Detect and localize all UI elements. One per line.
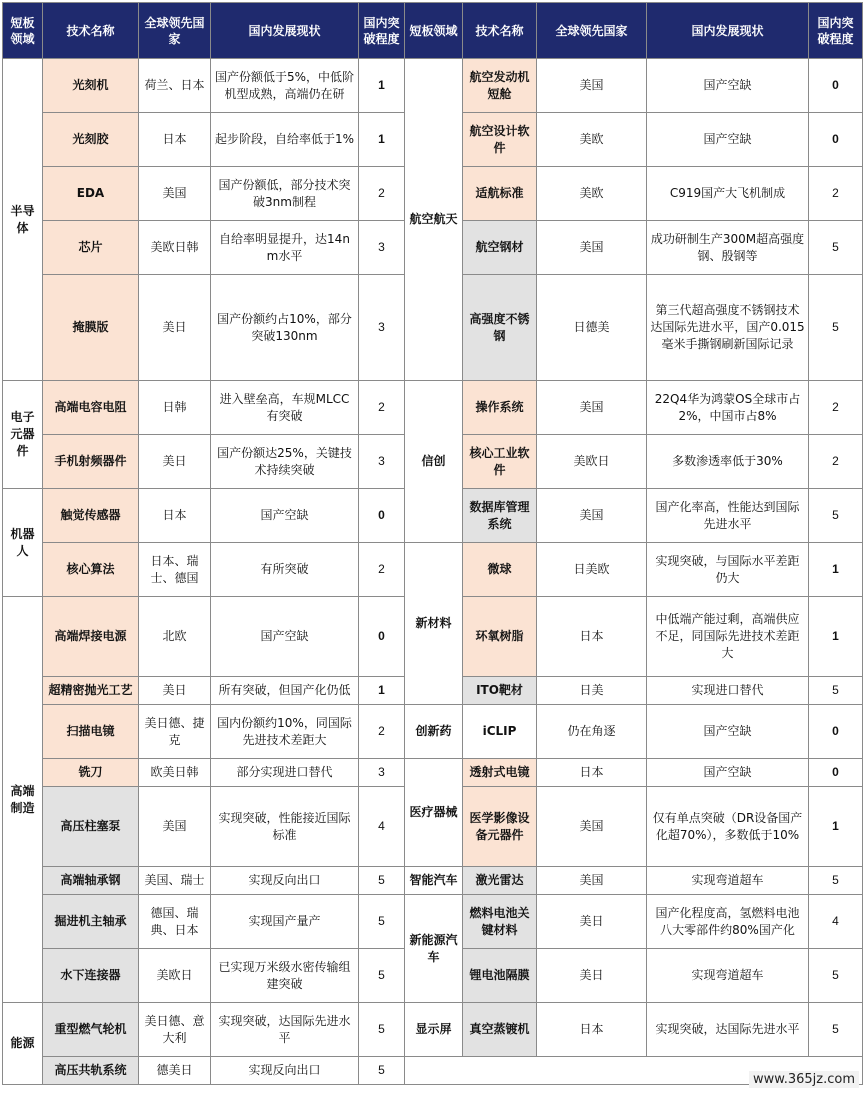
status-cell: 实现反向出口 xyxy=(211,867,359,895)
header-leader-left: 全球领先国家 xyxy=(139,3,211,59)
degree-cell: 4 xyxy=(809,895,863,949)
tech-cell: ITO靶材 xyxy=(463,677,537,705)
status-cell: 起步阶段，自给率低于1% xyxy=(211,113,359,167)
table-row xyxy=(3,705,863,759)
leader-cell: 美欧日 xyxy=(537,435,647,489)
degree-cell: 5 xyxy=(359,895,405,949)
area-cell: 新能源汽车 xyxy=(405,895,463,1003)
tech-cell: 高压柱塞泵 xyxy=(43,787,139,867)
status-cell: 自给率明显提升，达14nm水平 xyxy=(211,221,359,275)
status-cell: 第三代超高强度不锈钢技术达国际先进水平，国产0.015毫米手撕钢刷新国际记录 xyxy=(647,275,809,381)
watermark: www.365jz.com xyxy=(749,1071,859,1088)
tech-cell: 重型燃气轮机 xyxy=(43,1003,139,1057)
tech-cell: 操作系统 xyxy=(463,381,537,435)
leader-cell: 美国 xyxy=(537,221,647,275)
degree-cell: 2 xyxy=(809,435,863,489)
leader-cell: 美日 xyxy=(139,677,211,705)
degree-cell: 2 xyxy=(359,705,405,759)
degree-cell: 5 xyxy=(809,489,863,543)
status-cell: 实现突破，达国际先进水平 xyxy=(211,1003,359,1057)
header-row xyxy=(3,3,863,59)
tech-cell: 水下连接器 xyxy=(43,949,139,1003)
status-cell: 多数渗透率低于30% xyxy=(647,435,809,489)
tech-cell: 芯片 xyxy=(43,221,139,275)
status-cell: 中低端产能过剩，高端供应不足，同国际先进技术差距大 xyxy=(647,597,809,677)
tech-cell: 手机射频器件 xyxy=(43,435,139,489)
tech-cell: iCLIP xyxy=(463,705,537,759)
status-cell: 实现国产量产 xyxy=(211,895,359,949)
degree-cell: 3 xyxy=(359,275,405,381)
status-cell: 实现弯道超车 xyxy=(647,949,809,1003)
tech-cell: 核心算法 xyxy=(43,543,139,597)
leader-cell: 美欧 xyxy=(537,113,647,167)
degree-cell: 5 xyxy=(809,1003,863,1057)
table-row xyxy=(3,381,863,435)
leader-cell: 德国、瑞典、日本 xyxy=(139,895,211,949)
area-cell: 半导体 xyxy=(3,59,43,381)
status-cell: 实现弯道超车 xyxy=(647,867,809,895)
leader-cell: 德美日 xyxy=(139,1057,211,1085)
degree-cell: 0 xyxy=(809,705,863,759)
status-cell: 国产空缺 xyxy=(211,597,359,677)
status-cell: 国产份额约占10%，部分突破130nm xyxy=(211,275,359,381)
degree-cell: 0 xyxy=(809,59,863,113)
tech-cell: EDA xyxy=(43,167,139,221)
status-cell: 国产空缺 xyxy=(647,113,809,167)
leader-cell: 荷兰、日本 xyxy=(139,59,211,113)
status-cell: 仅有单点突破（DR设备国产化超70%），多数低于10% xyxy=(647,787,809,867)
leader-cell: 美日 xyxy=(537,949,647,1003)
tech-cell: 高强度不锈钢 xyxy=(463,275,537,381)
leader-cell: 美日 xyxy=(139,275,211,381)
tech-cell: 掘进机主轴承 xyxy=(43,895,139,949)
leader-cell: 美欧日 xyxy=(139,949,211,1003)
tech-cell: 环氧树脂 xyxy=(463,597,537,677)
degree-cell: 0 xyxy=(359,597,405,677)
table-row xyxy=(3,759,863,787)
header-area-right: 短板领域 xyxy=(405,3,463,59)
degree-cell: 5 xyxy=(809,949,863,1003)
leader-cell: 日韩 xyxy=(139,381,211,435)
degree-cell: 1 xyxy=(359,677,405,705)
status-cell: C919国产大飞机制成 xyxy=(647,167,809,221)
degree-cell: 5 xyxy=(809,677,863,705)
tech-cell: 航空钢材 xyxy=(463,221,537,275)
leader-cell: 日本 xyxy=(537,759,647,787)
header-status-right: 国内发展现状 xyxy=(647,3,809,59)
tech-cell: 航空设计软件 xyxy=(463,113,537,167)
tech-cell: 数据库管理系统 xyxy=(463,489,537,543)
leader-cell: 美国 xyxy=(537,867,647,895)
leader-cell: 欧美日韩 xyxy=(139,759,211,787)
tech-cell: 医学影像设备元器件 xyxy=(463,787,537,867)
leader-cell: 美国、瑞士 xyxy=(139,867,211,895)
degree-cell: 2 xyxy=(359,381,405,435)
degree-cell: 4 xyxy=(359,787,405,867)
area-cell: 机器人 xyxy=(3,489,43,597)
header-leader-right: 全球领先国家 xyxy=(537,3,647,59)
tech-cell: 掩膜版 xyxy=(43,275,139,381)
tech-cell: 光刻胶 xyxy=(43,113,139,167)
status-cell: 有所突破 xyxy=(211,543,359,597)
tech-cell: 高端轴承钢 xyxy=(43,867,139,895)
leader-cell: 日本 xyxy=(139,113,211,167)
degree-cell: 2 xyxy=(809,167,863,221)
table-row xyxy=(3,59,863,113)
status-cell: 国产空缺 xyxy=(647,59,809,113)
area-cell: 创新药 xyxy=(405,705,463,759)
tech-shortfall-table xyxy=(2,2,863,1085)
status-cell: 国产份额达25%，关键技术持续突破 xyxy=(211,435,359,489)
table-row xyxy=(3,895,863,949)
status-cell: 国产空缺 xyxy=(647,759,809,787)
table-row xyxy=(3,1003,863,1057)
header-degree-left: 国内突破程度 xyxy=(359,3,405,59)
degree-cell: 1 xyxy=(359,113,405,167)
table-row xyxy=(3,1057,863,1085)
degree-cell: 2 xyxy=(359,543,405,597)
status-cell: 所有突破，但国产化仍低 xyxy=(211,677,359,705)
leader-cell: 日本 xyxy=(139,489,211,543)
area-cell: 新材料 xyxy=(405,543,463,705)
status-cell: 国产化程度高，氢燃料电池八大零部件约80%国产化 xyxy=(647,895,809,949)
header-status-left: 国内发展现状 xyxy=(211,3,359,59)
degree-cell: 0 xyxy=(359,489,405,543)
degree-cell: 5 xyxy=(359,1003,405,1057)
leader-cell: 美国 xyxy=(139,787,211,867)
area-cell: 电子元器件 xyxy=(3,381,43,489)
status-cell: 实现反向出口 xyxy=(211,1057,359,1085)
leader-cell: 日美欧 xyxy=(537,543,647,597)
degree-cell: 1 xyxy=(809,597,863,677)
tech-cell: 高端电容电阻 xyxy=(43,381,139,435)
degree-cell: 1 xyxy=(809,787,863,867)
degree-cell: 5 xyxy=(359,949,405,1003)
status-cell: 进入壁垒高，车规MLCC有突破 xyxy=(211,381,359,435)
leader-cell: 美国 xyxy=(139,167,211,221)
tech-cell: 微球 xyxy=(463,543,537,597)
tech-cell: 激光雷达 xyxy=(463,867,537,895)
leader-cell: 北欧 xyxy=(139,597,211,677)
tech-cell: 燃料电池关键材料 xyxy=(463,895,537,949)
tech-cell: 核心工业软件 xyxy=(463,435,537,489)
status-cell: 实现突破，达国际先进水平 xyxy=(647,1003,809,1057)
leader-cell: 美欧日韩 xyxy=(139,221,211,275)
status-cell: 实现突破，与国际水平差距仍大 xyxy=(647,543,809,597)
degree-cell: 2 xyxy=(359,167,405,221)
degree-cell: 5 xyxy=(359,1057,405,1085)
degree-cell: 1 xyxy=(809,543,863,597)
status-cell: 国产空缺 xyxy=(647,705,809,759)
leader-cell: 美日 xyxy=(537,895,647,949)
leader-cell: 日美 xyxy=(537,677,647,705)
leader-cell: 美国 xyxy=(537,59,647,113)
degree-cell: 5 xyxy=(359,867,405,895)
leader-cell: 仍在角逐 xyxy=(537,705,647,759)
header-area-left: 短板领域 xyxy=(3,3,43,59)
degree-cell: 5 xyxy=(809,867,863,895)
leader-cell: 日本 xyxy=(537,597,647,677)
area-cell: 能源 xyxy=(3,1003,43,1085)
status-cell: 已实现万米级水密传输组建突破 xyxy=(211,949,359,1003)
degree-cell: 0 xyxy=(809,113,863,167)
area-cell: 智能汽车 xyxy=(405,867,463,895)
status-cell: 国产份额低于5%，中低阶机型成熟，高端仍在研 xyxy=(211,59,359,113)
tech-cell: 铣刀 xyxy=(43,759,139,787)
tech-cell: 高端焊接电源 xyxy=(43,597,139,677)
leader-cell: 美国 xyxy=(537,787,647,867)
leader-cell: 日德美 xyxy=(537,275,647,381)
status-cell: 实现突破，性能接近国际标准 xyxy=(211,787,359,867)
tech-cell: 光刻机 xyxy=(43,59,139,113)
area-cell: 显示屏 xyxy=(405,1003,463,1057)
header-degree-right: 国内突破程度 xyxy=(809,3,863,59)
leader-cell: 美欧 xyxy=(537,167,647,221)
area-cell: 医疗器械 xyxy=(405,759,463,867)
status-cell: 国产化率高，性能达到国际先进水平 xyxy=(647,489,809,543)
tech-cell: 高压共轨系统 xyxy=(43,1057,139,1085)
status-cell: 国产空缺 xyxy=(211,489,359,543)
status-cell: 国内份额约10%，同国际先进技术差距大 xyxy=(211,705,359,759)
leader-cell: 日本 xyxy=(537,1003,647,1057)
degree-cell: 2 xyxy=(809,381,863,435)
degree-cell: 5 xyxy=(809,221,863,275)
table-row xyxy=(3,867,863,895)
leader-cell: 日本、瑞士、德国 xyxy=(139,543,211,597)
status-cell: 22Q4华为鸿蒙OS全球市占2%，中国市占8% xyxy=(647,381,809,435)
tech-cell: 超精密抛光工艺 xyxy=(43,677,139,705)
tech-cell: 真空蒸镀机 xyxy=(463,1003,537,1057)
leader-cell: 美日 xyxy=(139,435,211,489)
tech-cell: 航空发动机短舱 xyxy=(463,59,537,113)
tech-cell: 透射式电镜 xyxy=(463,759,537,787)
degree-cell: 3 xyxy=(359,221,405,275)
leader-cell: 美日德、捷克 xyxy=(139,705,211,759)
degree-cell: 0 xyxy=(809,759,863,787)
tech-cell: 适航标准 xyxy=(463,167,537,221)
degree-cell: 3 xyxy=(359,759,405,787)
leader-cell: 美日德、意大利 xyxy=(139,1003,211,1057)
status-cell: 实现进口替代 xyxy=(647,677,809,705)
status-cell: 成功研制生产300M超高强度钢、殷钢等 xyxy=(647,221,809,275)
degree-cell: 5 xyxy=(809,275,863,381)
status-cell: 国产份额低，部分技术突破3nm制程 xyxy=(211,167,359,221)
degree-cell: 3 xyxy=(359,435,405,489)
tech-cell: 扫描电镜 xyxy=(43,705,139,759)
area-cell: 信创 xyxy=(405,381,463,543)
status-cell: 部分实现进口替代 xyxy=(211,759,359,787)
leader-cell: 美国 xyxy=(537,489,647,543)
table-row xyxy=(3,543,863,597)
degree-cell: 1 xyxy=(359,59,405,113)
area-cell: 航空航天 xyxy=(405,59,463,381)
tech-cell: 触觉传感器 xyxy=(43,489,139,543)
area-cell: 高端制造 xyxy=(3,597,43,1003)
header-tech-right: 技术名称 xyxy=(463,3,537,59)
leader-cell: 美国 xyxy=(537,381,647,435)
header-tech-left: 技术名称 xyxy=(43,3,139,59)
tech-cell: 锂电池隔膜 xyxy=(463,949,537,1003)
